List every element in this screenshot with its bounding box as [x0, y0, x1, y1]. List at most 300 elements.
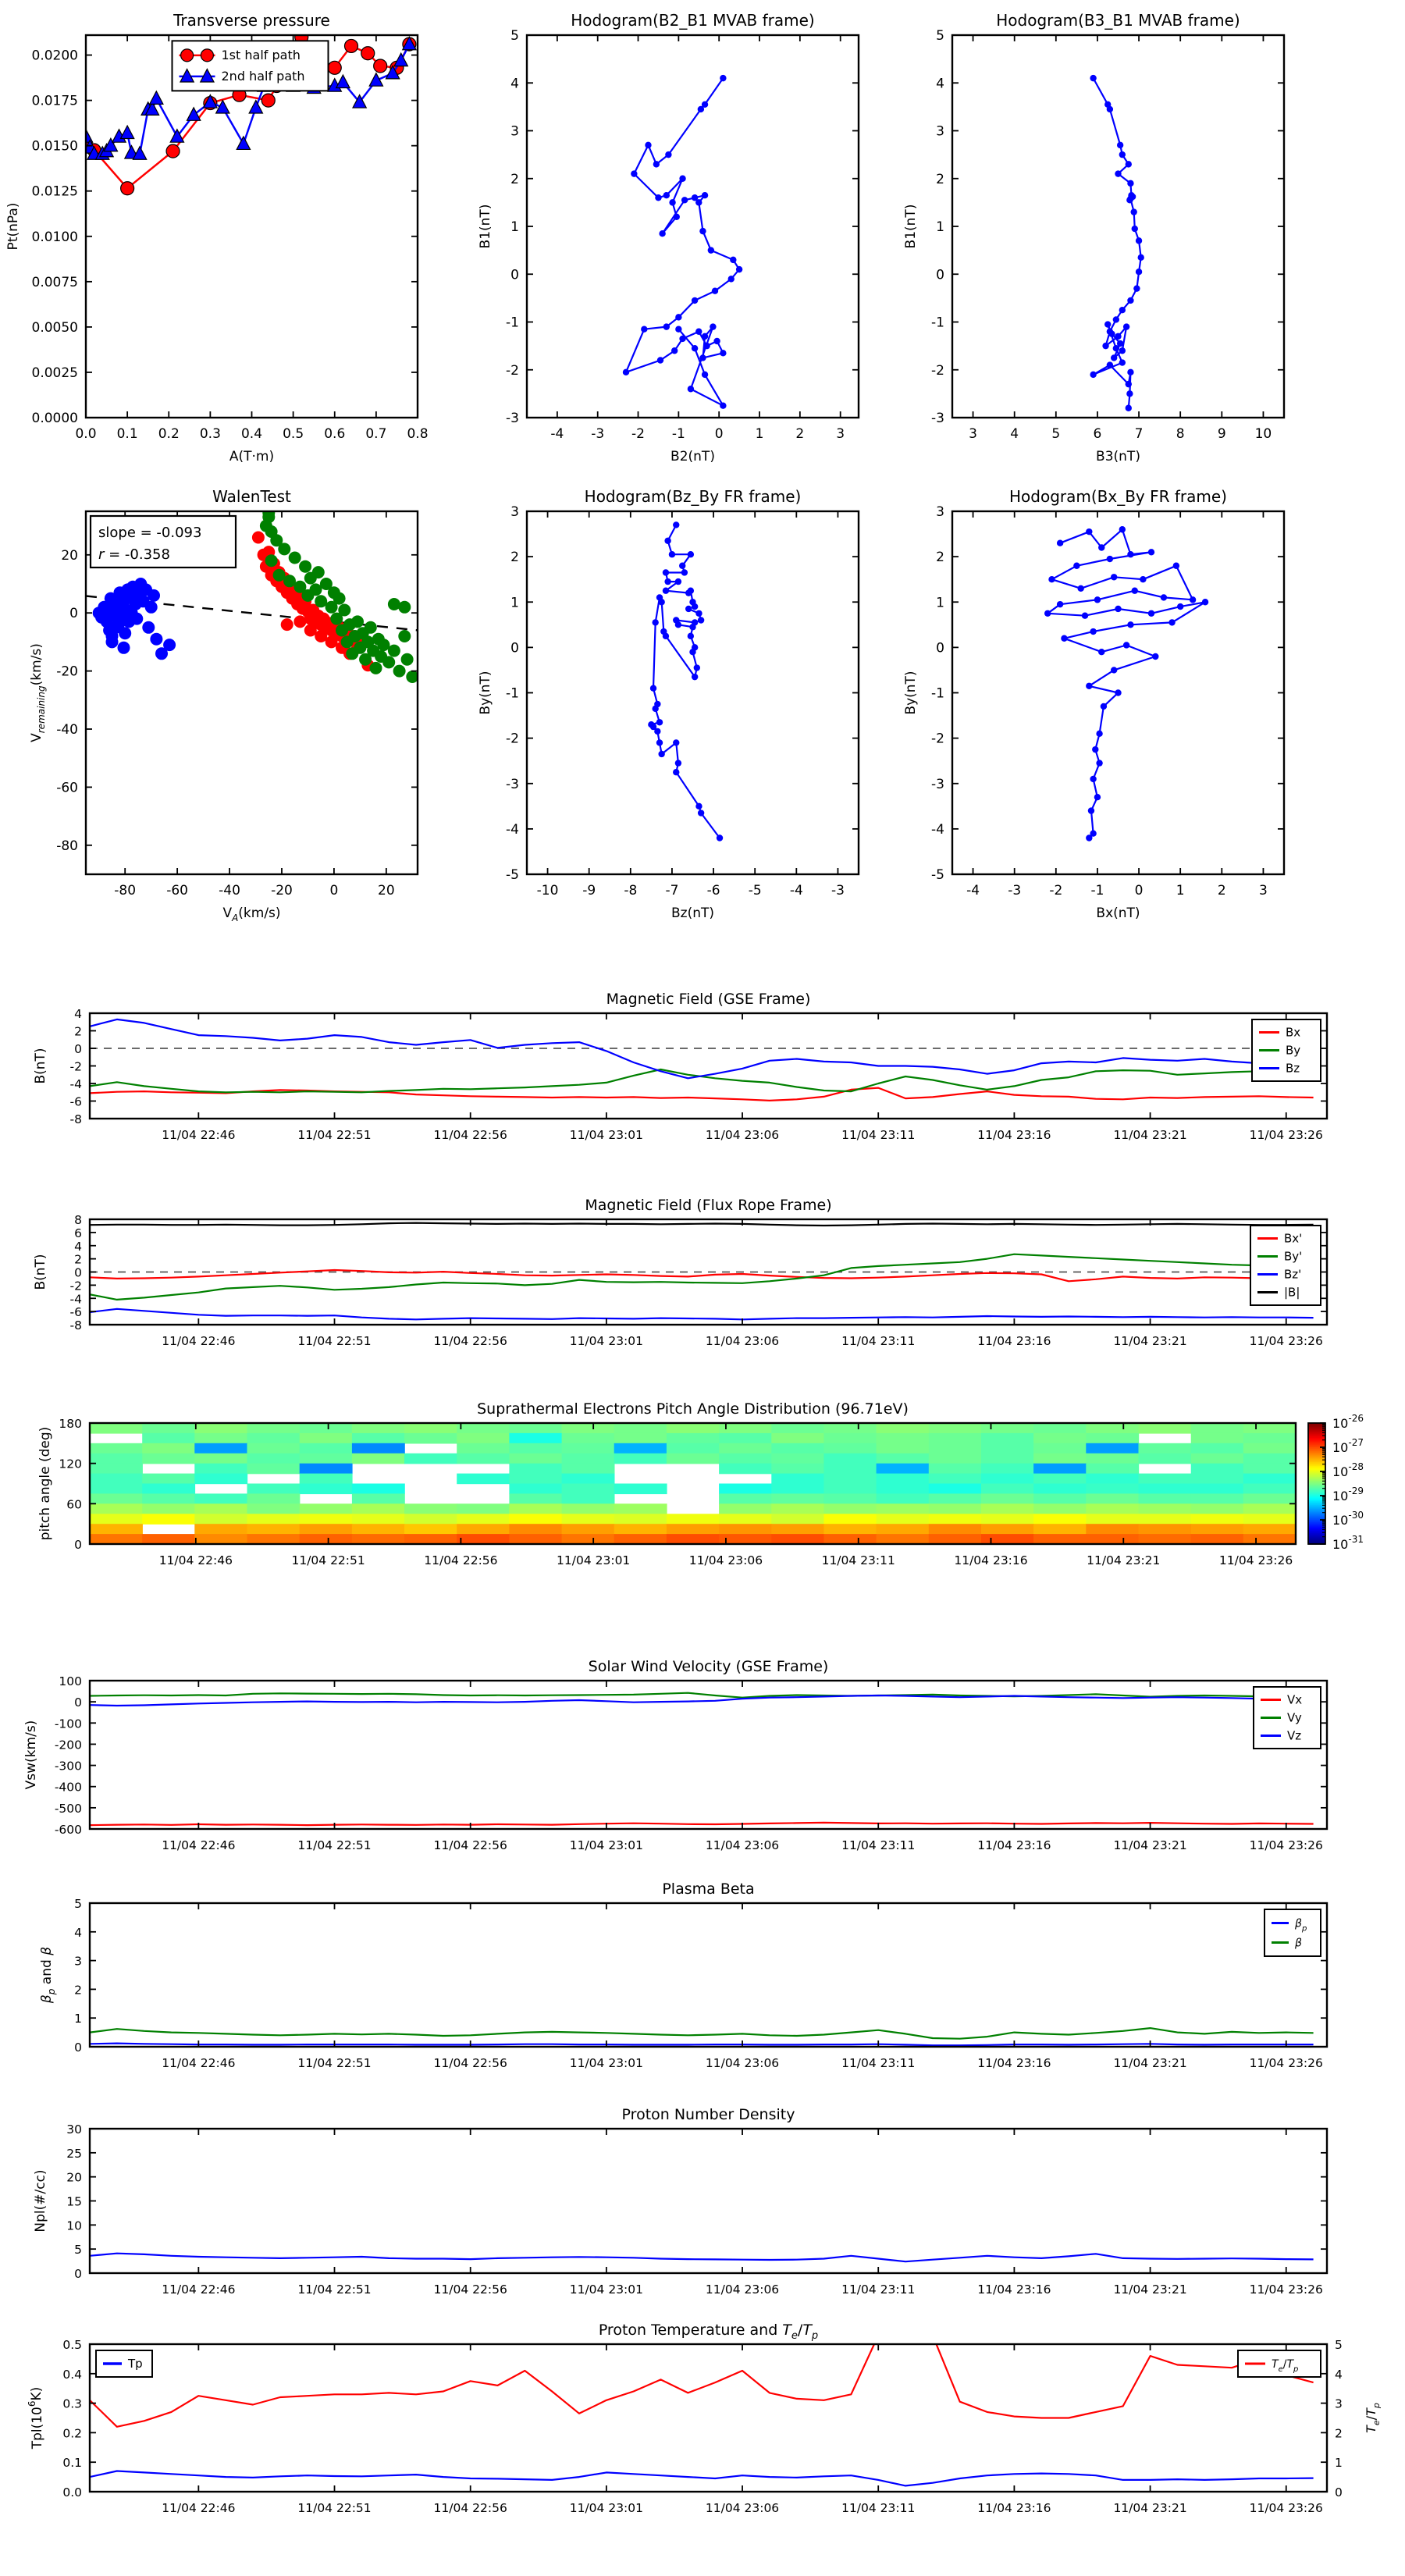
series-Vz — [90, 1692, 1314, 1707]
plot-area — [90, 1423, 1297, 1545]
plot-area — [1044, 526, 1208, 841]
legend-label: Vx — [1287, 1692, 1303, 1707]
panel-title: WalenTest — [212, 487, 291, 506]
y-tick-label: -4 — [506, 821, 519, 838]
plot-area — [1090, 75, 1144, 411]
y-axis-label: Vsw(km/s) — [23, 1720, 39, 1790]
plot-frame — [90, 1903, 1327, 2047]
x-tick-label: 11/04 23:06 — [705, 1838, 780, 1852]
plot-area — [90, 1223, 1327, 1320]
x-tick-label: 11/04 23:26 — [1249, 1128, 1323, 1142]
y-axis-label: B1(nT) — [903, 204, 919, 249]
panel-title: Proton Number Density — [621, 2106, 795, 2123]
x-tick-label: -4 — [550, 426, 564, 442]
y-tick-label: 0 — [74, 1042, 82, 1056]
x-tick-label: 3 — [1259, 883, 1268, 898]
y-tick-label: -2 — [69, 1279, 82, 1293]
x-tick-label: 11/04 23:11 — [841, 2282, 916, 2297]
y-tick-label: -8 — [69, 1112, 82, 1126]
y-tick-label: 0.0100 — [31, 229, 78, 245]
y-tick-label: 0.0075 — [31, 274, 78, 290]
series-Bx — [90, 1088, 1314, 1101]
y-tick-label: 0 — [936, 267, 944, 283]
x-tick-label: -40 — [219, 883, 240, 898]
plot-frame — [90, 2344, 1327, 2492]
x-tick-label: -2 — [631, 426, 646, 442]
legend-label: β — [1295, 1937, 1302, 1950]
x-tick-label: 11/04 23:26 — [1249, 2056, 1323, 2070]
legend-label: Vz — [1287, 1728, 1302, 1743]
x-tick-label: 11/04 23:11 — [841, 1128, 916, 1142]
x-tick-label: 11/04 22:46 — [162, 1838, 236, 1852]
y-tick-label: 3 — [510, 504, 519, 520]
y-tick-label: 10 — [66, 2218, 82, 2233]
y-tick-label: 100 — [59, 1674, 82, 1688]
axes — [32, 35, 429, 442]
legend-label: Bz' — [1284, 1267, 1302, 1282]
y-tick-label: 5 — [74, 2243, 82, 2258]
y-tick-label: -4 — [931, 821, 944, 838]
x-tick-label: 20 — [378, 883, 395, 898]
colorbar-tick-label: $10^{-27}$ — [1332, 1437, 1364, 1455]
x-axis-label: A(T·m) — [229, 449, 275, 464]
panel-title: Magnetic Field (GSE Frame) — [606, 991, 811, 1008]
x-tick-label: -3 — [1008, 883, 1022, 898]
axes — [70, 1007, 1327, 1142]
pad-heatmap — [90, 1423, 1297, 1545]
axes — [506, 28, 859, 442]
y-tick-label: -1 — [506, 315, 519, 331]
x-tick-label: 11/04 22:56 — [433, 1334, 507, 1348]
y-tick-label: -2 — [931, 362, 944, 379]
y-tick-label: 3 — [74, 1954, 82, 1969]
legend-label: Vy — [1287, 1710, 1302, 1725]
legend-label: |B| — [1284, 1285, 1300, 1300]
annotation-box — [91, 516, 236, 568]
y-axis-label: Npl(#/cc) — [33, 2169, 48, 2233]
annotation-line: r = -0.358 — [98, 546, 170, 563]
y-tick-label: 0 — [74, 2041, 82, 2055]
x-tick-label: 11/04 23:11 — [841, 2501, 916, 2515]
y-tick-label: -4 — [69, 1292, 82, 1307]
y-tick-label: -600 — [54, 1823, 82, 1837]
y-tick-label: 3 — [510, 123, 519, 140]
series-bz-by-path — [648, 521, 723, 841]
y-tick-label: 30 — [66, 2122, 82, 2137]
y2-tick-label: 3 — [1335, 2396, 1343, 2411]
legend-label: Bx — [1286, 1025, 1301, 1040]
x-tick-label: 11/04 23:16 — [977, 2282, 1051, 2297]
x-tick-label: 0.5 — [283, 426, 304, 442]
x-tick-label: 11/04 23:06 — [688, 1553, 763, 1567]
x-tick-label: 0.4 — [240, 426, 263, 442]
y2-tick-label: 5 — [1335, 2338, 1343, 2352]
x-tick-label: 4 — [1010, 426, 1019, 442]
series-Vy — [90, 1693, 1314, 1698]
y-tick-label: -2 — [506, 362, 519, 379]
x-tick-label: 11/04 22:46 — [162, 2056, 236, 2070]
legend-2 — [1238, 2350, 1321, 2377]
x-tick-label: 8 — [1176, 426, 1185, 442]
x-tick-label: 11/04 22:46 — [162, 2501, 236, 2515]
x-tick-label: 11/04 23:26 — [1218, 1553, 1293, 1567]
x-tick-label: 11/04 23:16 — [954, 1553, 1028, 1567]
x-tick-label: -8 — [624, 883, 638, 898]
plot-area — [90, 2324, 1314, 2486]
y-tick-label: 0.0000 — [31, 411, 78, 426]
plot-area — [90, 1019, 1327, 1101]
x-tick-label: 7 — [1134, 426, 1144, 442]
panel-magnetic-field-flux-rope — [33, 1197, 1327, 1348]
y-tick-label: 5 — [936, 28, 944, 44]
y2-axis-label: $T_e/T_p$ — [1364, 2403, 1382, 2433]
colorbar — [1308, 1413, 1364, 1552]
x-tick-label: -1 — [1090, 883, 1104, 898]
y2-tick-label: 1 — [1335, 2456, 1343, 2471]
legend — [1252, 1019, 1321, 1081]
y-tick-label: 0 — [510, 640, 519, 656]
x-tick-label: 11/04 23:11 — [821, 1553, 895, 1567]
x-tick-label: 0 — [329, 883, 339, 898]
x-axis-label: Bx(nT) — [1096, 906, 1140, 921]
y-tick-label: -4 — [69, 1077, 82, 1091]
x-tick-label: 11/04 23:21 — [1113, 1334, 1187, 1348]
y-tick-label: 1 — [510, 219, 519, 235]
scatter-walen-blue — [93, 578, 176, 660]
y-tick-label: 60 — [66, 1497, 82, 1512]
x-axis-label: Bz(nT) — [670, 906, 715, 921]
panel-walen-test — [29, 487, 418, 923]
x-tick-label: 2 — [1217, 883, 1226, 898]
panel-title: Magnetic Field (Flux Rope Frame) — [585, 1197, 832, 1214]
panel-hodogram-b2-b1-mvab — [478, 11, 859, 464]
x-tick-label: 11/04 23:26 — [1249, 1838, 1323, 1852]
x-tick-label: 10 — [1254, 426, 1272, 442]
x-tick-label: 11/04 23:16 — [977, 1334, 1051, 1348]
x-tick-label: 11/04 22:56 — [424, 1553, 498, 1567]
panel-title: Hodogram(B3_B1 MVAB frame) — [996, 11, 1240, 30]
y-tick-label: 1 — [74, 2012, 82, 2026]
y-tick-label: 4 — [74, 1007, 82, 1021]
series-Vx — [90, 1823, 1314, 1825]
x-tick-label: 11/04 22:46 — [162, 1334, 236, 1348]
x-tick-label: 11/04 23:06 — [705, 2501, 780, 2515]
x-tick-label: 11/04 23:06 — [705, 2282, 780, 2297]
x-tick-label: 11/04 23:06 — [705, 1334, 780, 1348]
x-axis-label: B2(nT) — [670, 449, 715, 464]
y-tick-label: 20 — [61, 547, 78, 564]
y-tick-label: 1 — [936, 595, 944, 611]
y-tick-label: 2 — [936, 550, 944, 566]
x-tick-label: 0.1 — [116, 426, 138, 442]
x-tick-label: 11/04 23:01 — [557, 1553, 631, 1567]
plot-frame — [90, 1013, 1327, 1119]
series-Bz-prime — [90, 1309, 1314, 1320]
x-tick-label: 11/04 22:46 — [158, 1553, 233, 1567]
series-B-mag — [90, 1223, 1314, 1226]
panel-title: Hodogram(Bx_By FR frame) — [1008, 487, 1228, 506]
y-tick-label: 0 — [74, 1265, 82, 1280]
y-tick-label: -200 — [54, 1738, 82, 1752]
series-bx-by-path — [1044, 526, 1208, 841]
y-tick-label: 0.0050 — [31, 319, 78, 336]
x-tick-label: 11/04 23:21 — [1113, 2282, 1187, 2297]
series-By — [90, 1069, 1314, 1092]
y-tick-label: 6 — [74, 1226, 82, 1240]
legend — [173, 41, 329, 91]
legend — [1250, 1226, 1321, 1305]
legend-label: Bz — [1286, 1061, 1300, 1076]
series-b3-b1-path — [1090, 75, 1144, 411]
y-tick-label: -5 — [931, 867, 944, 883]
y-tick-label: -3 — [931, 411, 944, 426]
x-tick-label: 0.8 — [407, 426, 429, 442]
x-tick-label: 5 — [1051, 426, 1061, 442]
x-tick-label: 0.7 — [365, 426, 387, 442]
y-tick-label: 180 — [59, 1417, 82, 1431]
x-tick-label: 11/04 22:56 — [433, 1128, 507, 1142]
colorbar-tick-label: $10^{-29}$ — [1332, 1485, 1364, 1503]
legend-label: By — [1286, 1043, 1301, 1058]
y-tick-label: -5 — [506, 867, 519, 883]
legend — [1254, 1687, 1321, 1749]
legend — [1264, 1909, 1321, 1956]
series-Tp — [90, 2471, 1314, 2486]
x-tick-label: 11/04 23:01 — [569, 2282, 644, 2297]
x-tick-label: 9 — [1217, 426, 1226, 442]
colorbar-tick-label: $10^{-26}$ — [1332, 1413, 1364, 1431]
plot-area — [648, 521, 723, 841]
y-tick-label: 0.0175 — [31, 93, 78, 109]
y-tick-label: -3 — [931, 776, 944, 792]
x-tick-label: 11/04 23:11 — [841, 2056, 916, 2070]
y-axis-label: pitch angle (deg) — [37, 1426, 53, 1541]
x-tick-label: 11/04 22:56 — [433, 2056, 507, 2070]
y-tick-label: 0.2 — [62, 2426, 82, 2441]
y-axis-label: By(nT) — [903, 671, 919, 715]
x-tick-label: 0.0 — [75, 426, 97, 442]
x-tick-label: 11/04 22:46 — [162, 2282, 236, 2297]
plot-frame — [90, 2129, 1327, 2273]
panel-hodogram-bx-by-fr — [903, 487, 1284, 921]
y-tick-label: 0 — [510, 267, 519, 283]
x-tick-label: 11/04 23:16 — [977, 1838, 1051, 1852]
x-tick-label: 11/04 23:01 — [569, 1334, 644, 1348]
x-tick-label: 11/04 23:06 — [705, 2056, 780, 2070]
y-tick-label: 1 — [510, 595, 519, 611]
x-tick-label: -9 — [582, 883, 596, 898]
panel-hodogram-bz-by-fr — [478, 487, 859, 921]
y-tick-label: 15 — [66, 2194, 82, 2209]
panel-title: Hodogram(Bz_By FR frame) — [584, 487, 802, 506]
panel-title: Solar Wind Velocity (GSE Frame) — [588, 1658, 829, 1675]
y-tick-label: -6 — [69, 1094, 82, 1109]
y-tick-label: 8 — [74, 1213, 82, 1227]
y-tick-label: 2 — [510, 550, 519, 566]
panel-plasma-beta — [39, 1880, 1327, 2070]
panel-hodogram-b3-b1-mvab — [903, 11, 1284, 464]
plot-area — [90, 2254, 1314, 2262]
panel-transverse-pressure — [5, 11, 429, 464]
plot-area — [623, 75, 743, 409]
x-tick-label: 11/04 23:01 — [569, 1128, 644, 1142]
x-tick-label: -1 — [671, 426, 685, 442]
y-tick-label: -2 — [506, 731, 519, 747]
series-beta — [90, 2028, 1314, 2039]
x-tick-label: 11/04 23:26 — [1249, 2501, 1323, 2515]
x-tick-label: 11/04 23:26 — [1249, 1334, 1323, 1348]
x-tick-label: 11/04 23:21 — [1113, 2501, 1187, 2515]
x-tick-label: 11/04 22:51 — [297, 2282, 372, 2297]
legend-label: $\beta_p$ — [1295, 1917, 1307, 1934]
y-tick-label: 0 — [74, 1695, 82, 1710]
y-axis-label: B1(nT) — [478, 204, 493, 249]
y-tick-label: 5 — [74, 1897, 82, 1911]
plot-frame — [527, 35, 859, 418]
axes — [931, 28, 1284, 442]
x-tick-label: 11/04 23:21 — [1113, 2056, 1187, 2070]
x-tick-label: -20 — [271, 883, 293, 898]
x-tick-label: 11/04 23:11 — [841, 1838, 916, 1852]
x-tick-label: 0 — [714, 426, 724, 442]
x-tick-label: -7 — [665, 883, 679, 898]
x-tick-label: 11/04 22:51 — [297, 1838, 372, 1852]
x-tick-label: 11/04 23:26 — [1249, 2282, 1323, 2297]
y-tick-label: -500 — [54, 1801, 82, 1816]
y2-tick-label: 2 — [1335, 2426, 1343, 2441]
plot-area — [90, 2028, 1314, 2045]
y-tick-label: -1 — [931, 315, 944, 331]
x-tick-label: -3 — [831, 883, 845, 898]
x-tick-label: 11/04 22:56 — [433, 2501, 507, 2515]
y-axis-label: $Tpl(10^6K)$ — [27, 2386, 45, 2450]
x-tick-label: -60 — [166, 883, 189, 898]
colorbar-tick-label: $10^{-30}$ — [1332, 1510, 1364, 1528]
x-tick-label: 2 — [795, 426, 805, 442]
x-tick-label: 11/04 23:01 — [569, 2501, 644, 2515]
panel-title: Plasma Beta — [662, 1880, 755, 1898]
y-tick-label: -2 — [69, 1059, 82, 1074]
series-b2-b1-path — [623, 75, 743, 409]
y-tick-label: 4 — [74, 1925, 82, 1940]
y-tick-label: 0.4 — [62, 2367, 82, 2382]
y-tick-label: 0 — [936, 640, 944, 656]
x-tick-label: 11/04 23:01 — [569, 1838, 644, 1852]
x-tick-label: 11/04 23:11 — [841, 1334, 916, 1348]
y-axis-label: B(nT) — [33, 1254, 48, 1290]
x-tick-label: 0.6 — [324, 426, 346, 442]
y-tick-label: -40 — [56, 722, 78, 738]
series-Np — [90, 2254, 1314, 2262]
x-tick-label: 0.2 — [158, 426, 180, 442]
annotation-line: slope = -0.093 — [98, 525, 202, 541]
legend — [96, 2350, 152, 2377]
legend-label: 2nd half path — [221, 68, 305, 84]
y-axis-label: $V_{remaining}(km/s)$ — [29, 643, 47, 742]
y2-tick-label: 4 — [1335, 2367, 1343, 2382]
axes — [66, 2122, 1327, 2297]
panel-proton-number-density — [33, 2106, 1327, 2297]
x-tick-label: 11/04 23:16 — [977, 2056, 1051, 2070]
y-tick-label: 4 — [936, 76, 944, 92]
y-tick-label: -300 — [54, 1759, 82, 1774]
x-tick-label: -4 — [789, 883, 803, 898]
x-tick-label: -10 — [536, 883, 559, 898]
colorbar-tick-label: $10^{-31}$ — [1332, 1534, 1364, 1552]
panel-suprathermal-electron-pad — [37, 1400, 1364, 1567]
x-tick-label: 1 — [755, 426, 764, 442]
y-tick-label: 0.3 — [62, 2396, 82, 2411]
y-tick-label: 0 — [69, 606, 78, 622]
y-tick-label: 120 — [59, 1457, 82, 1471]
y-tick-label: 3 — [936, 123, 944, 140]
legend-label: 1st half path — [221, 47, 301, 62]
panel-title: Hodogram(B2_B1 MVAB frame) — [571, 11, 815, 30]
x-tick-label: 11/04 22:51 — [297, 1128, 372, 1142]
y-tick-label: 2 — [74, 1252, 82, 1267]
x-tick-label: 11/04 23:16 — [977, 1128, 1051, 1142]
y-tick-label: -100 — [54, 1717, 82, 1731]
panel-magnetic-field-gse — [33, 991, 1327, 1142]
x-tick-label: 11/04 23:21 — [1113, 1838, 1187, 1852]
y-tick-label: 0.1 — [62, 2456, 82, 2471]
panel-proton-temperature — [27, 2322, 1382, 2515]
y-tick-label: -6 — [69, 1305, 82, 1320]
panel-solar-wind-velocity-gse — [23, 1658, 1327, 1852]
plot-area — [90, 1693, 1314, 1825]
x-axis-label: $V_A(km/s)$ — [222, 906, 281, 923]
y-tick-label: 0.0 — [62, 2485, 82, 2500]
x-tick-label: 1 — [1176, 883, 1185, 898]
plot-frame — [527, 511, 859, 874]
y-tick-label: -1 — [506, 685, 519, 702]
y-tick-label: 0 — [74, 1538, 82, 1552]
x-tick-label: 11/04 22:51 — [291, 1553, 365, 1567]
y2-tick-label: 0 — [1335, 2485, 1343, 2500]
y-tick-label: 25 — [66, 2146, 82, 2161]
y-tick-label: 1 — [936, 219, 944, 235]
y-tick-label: -400 — [54, 1780, 82, 1795]
axes — [931, 504, 1284, 898]
y-axis-label: B(nT) — [33, 1048, 48, 1084]
x-tick-label: 11/04 22:56 — [433, 1838, 507, 1852]
x-tick-label: -3 — [591, 426, 605, 442]
y-tick-label: 20 — [66, 2170, 82, 2185]
y-axis-label: $\beta_p$ and β — [39, 1946, 57, 2004]
y-tick-label: 4 — [510, 76, 519, 92]
series-Te-over-Tp — [90, 2324, 1314, 2427]
y-tick-label: 0.0200 — [31, 48, 78, 64]
y-tick-label: 5 — [510, 28, 519, 44]
x-tick-label: 6 — [1093, 426, 1102, 442]
x-tick-label: 3 — [969, 426, 977, 442]
series-beta-p — [90, 2044, 1314, 2046]
y-tick-label: 3 — [936, 504, 944, 520]
legend-label: Tp — [128, 2357, 143, 2371]
x-tick-label: 11/04 22:51 — [297, 1334, 372, 1348]
y-tick-label: 0.0150 — [31, 138, 78, 155]
axes — [70, 1213, 1327, 1348]
x-tick-label: -6 — [706, 883, 720, 898]
x-tick-label: -4 — [966, 883, 980, 898]
y-tick-label: 2 — [936, 171, 944, 187]
x-tick-label: 3 — [836, 426, 845, 442]
x-tick-label: 11/04 22:46 — [162, 1128, 236, 1142]
y-tick-label: 0.0025 — [31, 365, 78, 381]
y-tick-label: 4 — [74, 1239, 82, 1254]
y-tick-label: -60 — [56, 780, 78, 796]
y-tick-label: -80 — [56, 838, 78, 854]
